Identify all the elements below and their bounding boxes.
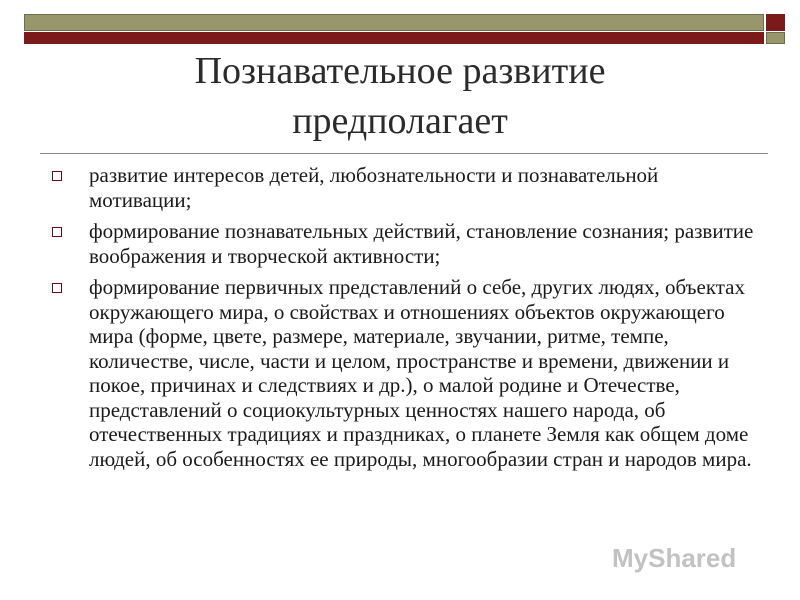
square-bullet-icon xyxy=(52,283,62,293)
bullet-item xyxy=(48,275,760,471)
watermark-logo: MyShared xyxy=(612,543,737,573)
square-bullet-icon xyxy=(52,171,62,181)
title-divider xyxy=(40,153,768,154)
header-corner-square-red xyxy=(766,14,785,31)
slide-title-line-2: предполагает xyxy=(292,100,508,142)
bullet-item xyxy=(48,219,760,268)
bullet-text: формирование познавательных действий, становление сознания; развитие воображения и творческой активности; xyxy=(89,219,754,268)
slide-title-line-1: Познавательное развитие xyxy=(194,50,606,92)
square-bullet-icon xyxy=(52,227,62,237)
header-bar-olive xyxy=(24,14,764,31)
slide-title xyxy=(40,46,760,146)
bullet-text: развитие интересов детей, любознательности и познавательной мотивации; xyxy=(89,163,659,212)
header-corner-square-olive xyxy=(766,32,785,44)
header-bar-red xyxy=(24,32,764,44)
bullet-text: формирование первичных представлений о себе, других людях, объектах окружающего мира, о свойствах и отношениях объектов окружающего мира (форме, цвете, размере, материале, звучании, ритме, темпе, количестве, числе, части и целом, пространстве и времени, движении и покое, причинах и следствиях и др.), о малой родине и Отечестве, представлений о социокультурных ценностях нашего народа, об отечественных традициях и праздниках, о планете Земля как общем доме людей, об особенностях ее природы, многообразии стран и народов мира. xyxy=(89,275,752,471)
bullet-item xyxy=(48,163,760,212)
bullet-list xyxy=(48,163,760,478)
